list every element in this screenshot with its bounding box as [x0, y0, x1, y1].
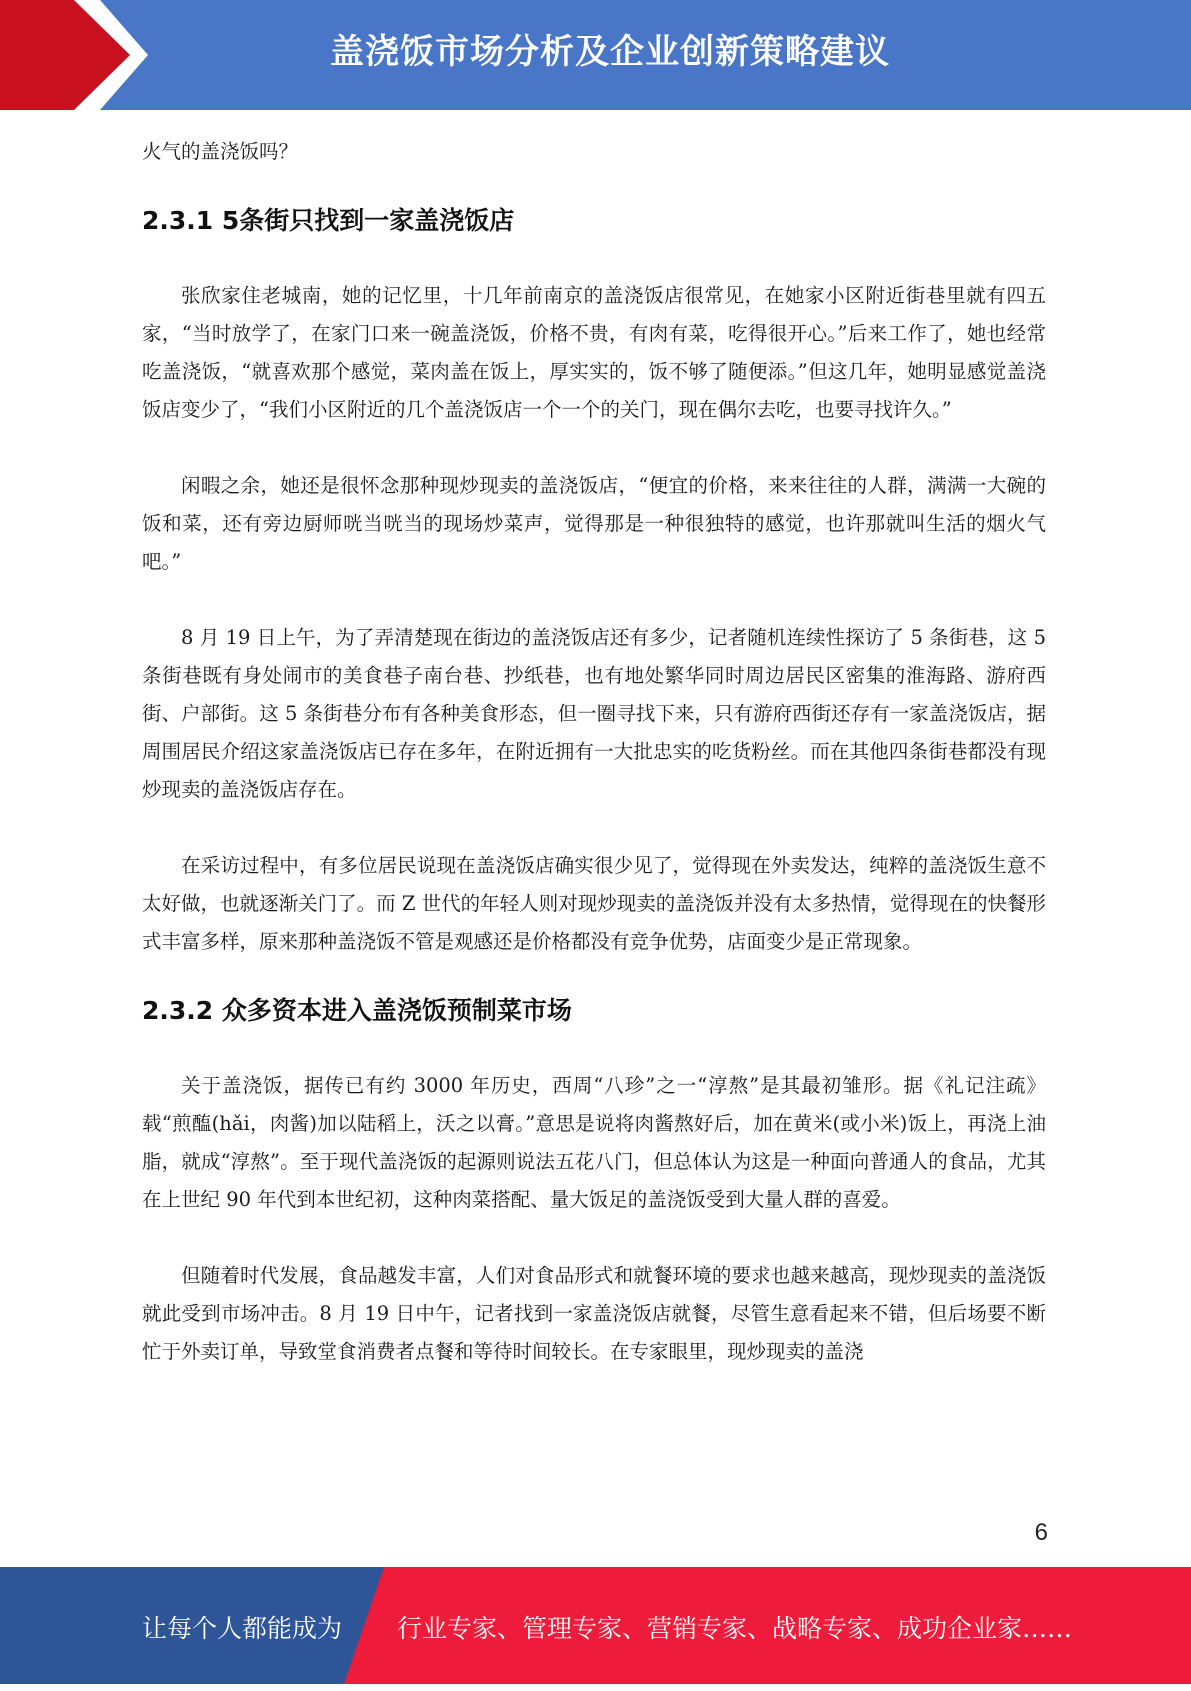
- paragraph: 在采访过程中，有多位居民说现在盖浇饭店确实很少见了，觉得现在外卖发达，纯粹的盖浇饭生意不太好做，也就逐渐关门了。而 Z 世代的年轻人则对现炒现卖的盖浇饭并没有太多热情，觉得现在的快餐形式丰富多样，原来那种盖浇饭不管是观感还是价格都没有竞争优势，店面变少是正常现象。: [142, 854, 1046, 953]
- paragraph: 闲暇之余，她还是很怀念那种现炒现卖的盖浇饭店，“便宜的价格，来来往往的人群，满满一大碗的饭和菜，还有旁边厨师咣当咣当的现场炒菜声，觉得那是一种很独特的感觉，也许那就叫生活的烟火气吧。”: [142, 474, 1046, 573]
- page-number: 6: [1034, 1519, 1048, 1546]
- footer-slogan-right: 行业专家、管理专家、营销专家、战略专家、成功企业家……: [397, 1614, 1073, 1643]
- paragraph: 关于盖浇饭，据传已有约 3000 年历史，西周“八珍”之一“淳熬”是其最初雏形。据《礼记注疏》载“煎醢(hǎi，肉酱)加以陆稻上，沃之以膏。”意思是说将肉酱熬好后，加在黄米(或小米)饭上，再浇上油脂，就成“淳熬”。至于现代盖浇饭的起源则说法五花八门，但总体认为这是一种面向普通人的食品，尤其在上世纪 90 年代到本世纪初，这种肉菜搭配、量大饭足的盖浇饭受到大量人群的喜爱。: [142, 1074, 1046, 1211]
- page-header: [0, 0, 1191, 110]
- page-footer: [0, 1567, 1191, 1684]
- page-body: [142, 133, 1046, 1371]
- document-title: 盖浇饭市场分析及企业创新策略建议: [330, 32, 890, 72]
- lead-line: 火气的盖浇饭吗？: [142, 140, 299, 163]
- section-heading-2-3-1: 2.3.1 5条街只找到一家盖浇饭店: [142, 206, 515, 235]
- section-heading-2-3-2: 2.3.2 众多资本进入盖浇饭预制菜市场: [142, 996, 572, 1025]
- paragraph: 8 月 19 日上午，为了弄清楚现在街边的盖浇饭店还有多少，记者随机连续性探访了 5 条街巷，这 5 条街巷既有身处闹市的美食巷子南台巷、抄纸巷，也有地处繁华同时周边居民区密集的淮海路、游府西街、户部街。这 5 条街巷分布有各种美食形态，但一圈寻找下来，只有游府西街还存有一家盖浇饭店，据周围居民介绍这家盖浇饭店已存在多年，在附近拥有一大批忠实的吃货粉丝。而在其他四条街巷都没有现炒现卖的盖浇饭店存在。: [142, 626, 1046, 801]
- paragraph: 张欣家住老城南，她的记忆里，十几年前南京的盖浇饭店很常见，在她家小区附近街巷里就有四五家，“当时放学了，在家门口来一碗盖浇饭，价格不贵，有肉有菜，吃得很开心。”后来工作了，她也经常吃盖浇饭，“就喜欢那个感觉，菜肉盖在饭上，厚实实的，饭不够了随便添。”但这几年，她明显感觉盖浇饭店变少了，“我们小区附近的几个盖浇饭店一个一个的关门，现在偶尔去吃，也要寻找许久。”: [142, 284, 1046, 421]
- footer-slogan-left: 让每个人都能成为: [142, 1614, 343, 1643]
- paragraph: 但随着时代发展，食品越发丰富，人们对食品形式和就餐环境的要求也越来越高，现炒现卖的盖浇饭就此受到市场冲击。8 月 19 日中午，记者找到一家盖浇饭店就餐，尽管生意看起来不错，但后场要不断忙于外卖订单，导致堂食消费者点餐和等待时间较长。在专家眼里，现炒现卖的盖浇: [142, 1264, 1046, 1363]
